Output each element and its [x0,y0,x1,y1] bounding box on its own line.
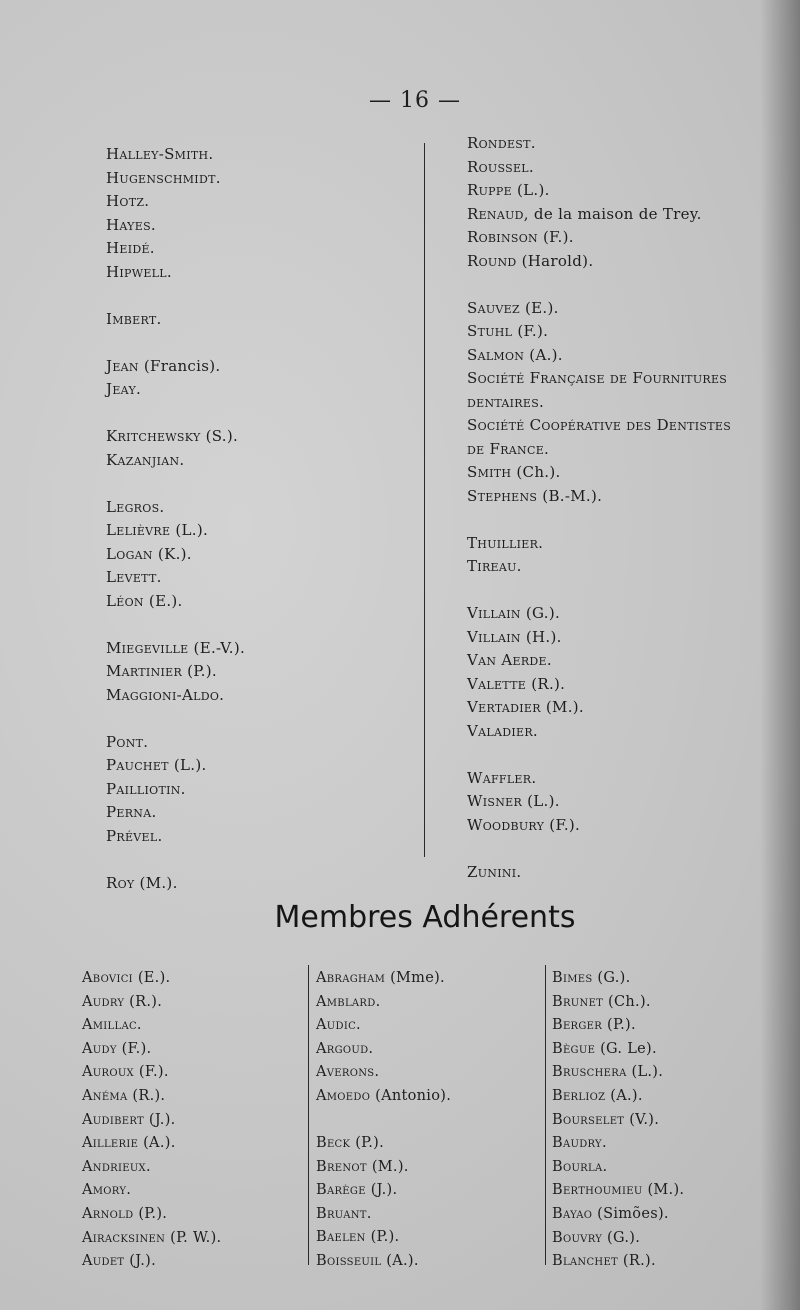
member-name: Pailliotin. [106,779,186,798]
member-name: Villain [467,604,521,622]
member-entry [82,1014,221,1038]
member-name: Thuillier. [467,533,544,552]
member-name: de France. [467,439,550,458]
member-detail: (F.). [544,815,581,834]
member-name: Maggioni-Aldo. [106,685,225,704]
member-entry [467,179,731,203]
member-name: Valadier. [467,721,538,740]
member-entry [316,1179,451,1203]
member-name: Blanchet [552,1253,619,1270]
member-entry [82,1132,221,1156]
member-entry [106,543,245,567]
spacer [467,508,731,532]
member-name: Kazanjian. [106,450,185,469]
member-name: Valette [467,674,527,693]
member-detail: (J.). [365,1182,398,1199]
member-name: Aillerie [82,1135,139,1152]
member-detail: (G.). [602,1229,641,1246]
member-entry [467,367,731,391]
spacer [106,472,245,496]
member-name: Société Coopérative des Dentistes [467,416,732,434]
member-entry [82,1227,221,1251]
member-detail: (M.). [540,698,584,716]
member-entry [106,872,245,896]
member-entry [467,414,731,438]
member-name: Hayes. [106,215,156,234]
member-entry [106,308,245,332]
member-entry [82,967,221,991]
member-detail: (V.). [624,1111,660,1128]
member-detail: (A.). [605,1087,643,1104]
member-name: Berlioz [552,1087,606,1104]
member-detail: (R.). [618,1253,656,1270]
member-detail: (A.). [381,1253,419,1270]
spacer [106,402,245,426]
member-detail: (Ch.). [511,463,561,481]
member-entry [106,519,245,543]
member-entry [552,1203,684,1227]
member-name: Abragham [316,970,386,986]
member-entry [106,778,245,802]
member-name: Jeay. [106,380,142,398]
member-entry [82,1203,221,1227]
upper-left-column [106,143,245,895]
member-name: Arnold [82,1205,134,1222]
member-name: Halley-Smith. [106,145,214,163]
member-detail: (A.). [524,345,563,364]
member-name: Société Française de Fournitures [467,369,728,387]
member-entry [106,449,245,473]
member-detail: (E.). [519,298,559,317]
member-entry [106,143,245,167]
member-name: Brenot [316,1158,367,1175]
member-entry [467,132,731,156]
member-entry [316,1156,451,1180]
member-entry [467,649,731,673]
member-entry [467,226,731,250]
member-detail: (P.). [133,1205,168,1222]
member-detail: (Mme). [385,970,445,986]
member-entry [467,602,731,626]
member-entry [467,203,731,227]
spacer [106,284,245,308]
member-name: Vertadier [467,698,541,716]
member-detail: (P.). [365,1229,400,1246]
member-name: Audy [82,1040,117,1057]
member-detail: (Francis). [138,356,221,375]
member-name: Hipwell. [106,262,172,281]
member-entry [467,485,731,509]
member-name: Auroux [82,1064,134,1081]
member-entry [316,1132,451,1156]
member-name: Hotz. [106,192,150,210]
member-name: Levett. [106,568,162,586]
member-entry [552,1061,684,1085]
member-detail: (L.). [626,1064,664,1081]
bottom-column-3 [552,967,684,1274]
member-entry [552,1250,684,1274]
spacer [316,1109,451,1133]
member-entry [82,1061,221,1085]
member-name: Smith [467,463,512,481]
member-detail: (L.). [170,521,209,539]
member-entry [106,261,245,285]
member-name: Barège [316,1182,366,1199]
member-entry [316,1203,451,1227]
member-entry [82,1250,221,1274]
member-name: Round [467,251,517,270]
member-entry [82,1156,221,1180]
spacer [467,743,731,767]
member-entry [106,637,245,661]
member-name: Pauchet [106,756,169,774]
member-entry [467,555,731,579]
member-name: Legros. [106,497,165,516]
member-detail: (M.). [642,1182,685,1199]
upper-right-column [467,132,731,884]
section-title: Membres Adhérents [274,900,576,935]
member-detail: (L.). [511,181,550,199]
member-name: Berger [552,1017,603,1034]
member-entry [467,673,731,697]
member-detail: (P.). [602,1017,636,1034]
member-name: Amblard. [316,993,381,1010]
bottom-column-2 [316,967,451,1274]
member-entry [82,1109,221,1133]
member-name: Roussel. [467,157,534,176]
member-name: Abovici [82,970,133,986]
member-entry [467,814,731,838]
member-entry [106,825,245,849]
member-detail: (G. Le). [595,1040,657,1057]
member-name: Martinier [106,662,183,680]
member-entry [106,731,245,755]
member-detail: (R.). [526,674,566,693]
member-detail: (P.). [182,662,217,680]
member-name: Prével. [106,826,163,845]
member-entry [467,767,731,791]
member-name: Van Aerde. [467,651,552,669]
member-entry [82,1038,221,1062]
member-entry [552,1109,684,1133]
member-entry [316,1250,451,1274]
member-name: Jean [106,356,139,375]
member-entry [316,967,451,991]
member-entry [106,660,245,684]
member-name: Salmon [467,345,525,364]
member-entry [552,991,684,1015]
spacer [106,848,245,872]
member-detail: (M.). [366,1158,409,1175]
member-name: Villain [467,627,521,646]
member-name: Bourselet [552,1111,625,1128]
member-entry [467,156,731,180]
member-detail: (Simões). [592,1205,669,1222]
bottom-divider-2 [545,965,546,1265]
member-entry [106,496,245,520]
member-detail: (S.). [200,427,239,445]
member-name: Léon [106,591,144,610]
member-detail: (R.). [127,1087,166,1104]
member-entry [106,590,245,614]
member-detail: (K.). [152,544,192,563]
member-name: Airacksinen [82,1229,166,1246]
member-detail: (A.). [138,1135,176,1152]
spacer [106,707,245,731]
member-entry [467,532,731,556]
page-edge-shadow [760,0,800,1310]
member-entry [106,684,245,708]
member-name: Stuhl [467,322,513,340]
member-detail: (H.). [520,627,562,646]
member-entry [467,344,731,368]
upper-column-divider [424,143,425,857]
member-entry [467,438,731,462]
member-name: Bayao [552,1205,593,1222]
member-name: Beck [316,1135,351,1152]
member-name: Bimes [552,970,593,986]
member-entry [467,790,731,814]
member-name: Anéma [82,1087,128,1104]
member-detail: (J.). [124,1253,157,1270]
member-entry [467,720,731,744]
member-name: Waffler. [467,768,537,787]
member-name: Bouvry [552,1229,603,1246]
member-detail: (Antonio). [370,1087,452,1104]
spacer [467,837,731,861]
member-detail: (G.). [592,970,631,986]
member-detail: (F.). [512,322,549,340]
spacer [467,579,731,603]
member-detail: (Harold). [516,251,594,270]
member-entry [552,1227,684,1251]
member-detail: (G.). [520,604,561,622]
member-name: dentaires. [467,392,545,411]
member-entry [316,1085,451,1109]
member-entry [552,1014,684,1038]
member-name: Zunini. [467,862,522,881]
member-name: Brunet [552,993,604,1010]
member-name: Audibert [82,1111,144,1128]
member-name: Baudry. [552,1135,607,1152]
member-name: Sauvez [467,298,520,317]
member-name: Argoud. [316,1040,374,1057]
member-entry [106,378,245,402]
member-name: Bruant. [316,1205,372,1222]
member-detail: (L.). [522,792,560,810]
member-name: Baelen [316,1229,366,1246]
member-entry [467,297,731,321]
member-detail: (L.). [168,756,207,774]
member-name: Logan [106,544,153,563]
member-entry [106,167,245,191]
member-name: Boisseuil [316,1253,382,1270]
member-name: Ruppe [467,181,512,199]
member-detail: , de la maison de Trey. [523,204,702,223]
member-entry [106,566,245,590]
member-detail: (J.). [143,1111,176,1128]
member-entry [467,391,731,415]
member-entry [467,696,731,720]
member-name: Perna. [106,803,157,821]
page-number: — 16 — [369,88,461,113]
member-name: Robinson [467,228,538,246]
member-name: Bègue [552,1040,596,1057]
member-entry [106,214,245,238]
member-name: Stephens [467,486,538,505]
member-detail: (R.). [124,993,163,1010]
member-entry [552,1038,684,1062]
member-name: Bourla. [552,1158,608,1175]
member-name: Rondest. [467,134,536,152]
member-name: Amillac. [82,1017,142,1034]
member-detail: (E.). [143,591,183,610]
member-entry [106,801,245,825]
member-detail: (F.). [133,1064,169,1081]
member-name: Imbert. [106,309,162,328]
member-name: Audry [82,993,125,1010]
member-detail: (M.). [134,873,178,892]
member-detail: (B.-M.). [537,486,603,505]
member-name: Heidé. [106,239,155,257]
member-entry [552,967,684,991]
member-entry [82,1179,221,1203]
member-name: Averons. [316,1064,380,1081]
member-name: Lelièvre [106,521,171,539]
member-entry [106,237,245,261]
member-entry [467,461,731,485]
member-name: Berthoumieu [552,1182,643,1199]
member-name: Miegeville [106,638,189,657]
member-entry [316,1061,451,1085]
member-name: Wisner [467,792,523,810]
member-entry [467,250,731,274]
spacer [106,613,245,637]
member-entry [467,626,731,650]
member-name: Audic. [316,1017,361,1034]
member-name: Amoedo [316,1087,371,1104]
member-entry [552,1132,684,1156]
member-name: Tireau. [467,557,522,575]
member-name: Bruschera [552,1064,627,1081]
member-entry [106,355,245,379]
member-detail: (E.-V.). [188,638,246,657]
member-name: Roy [106,873,135,892]
member-entry [552,1179,684,1203]
member-name: Kritchewsky [106,427,201,445]
member-name: Pont. [106,732,149,751]
bottom-divider-1 [308,965,309,1265]
member-entry [467,861,731,885]
member-detail: (E.). [132,970,171,986]
member-entry [106,190,245,214]
member-entry [467,320,731,344]
spacer [106,331,245,355]
member-detail: (P.). [350,1135,385,1152]
bottom-column-1 [82,967,221,1274]
member-detail: (F.). [116,1040,152,1057]
member-entry [316,991,451,1015]
member-entry [82,1085,221,1109]
member-detail: (P. W.). [165,1229,222,1246]
spacer [467,273,731,297]
member-entry [316,1014,451,1038]
member-name: Renaud [467,204,524,223]
member-entry [82,991,221,1015]
member-entry [316,1038,451,1062]
member-name: Audet [82,1253,125,1270]
member-entry [106,425,245,449]
member-entry [552,1085,684,1109]
member-entry [316,1226,451,1250]
member-name: Hugenschmidt. [106,168,221,187]
member-entry [106,754,245,778]
member-entry [552,1156,684,1180]
member-detail: (Ch.). [603,993,651,1010]
member-detail: (F.). [537,228,574,246]
member-name: Andrieux. [82,1158,151,1175]
member-name: Woodbury [467,815,545,834]
member-name: Amory. [82,1182,132,1199]
